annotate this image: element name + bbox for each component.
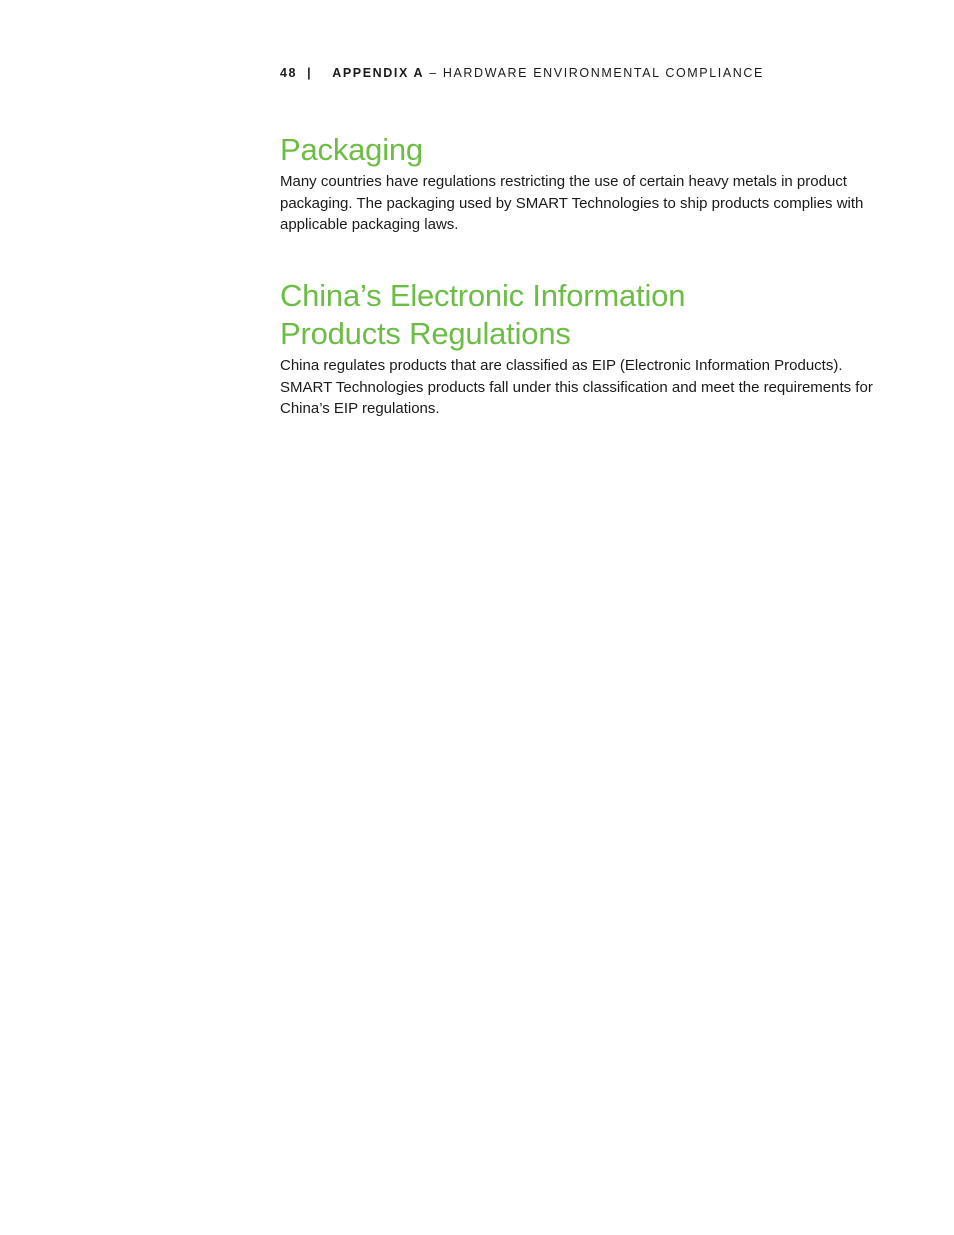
section-title <box>280 277 880 353</box>
section-china-eip <box>280 277 880 420</box>
running-header <box>280 66 764 80</box>
appendix-label: APPENDIX A <box>332 66 425 80</box>
page-number: 48 <box>280 66 298 80</box>
section-title-line-1: China’s Electronic Information <box>280 278 686 313</box>
section-body: China regulates products that are classified as EIP (Electronic Information Products). SMART Technologies products fall under this classification and meet the requirements for China’s EIP regulations. <box>280 357 873 417</box>
section-title-line-2: Products Regulations <box>280 316 571 351</box>
appendix-title: – HARDWARE ENVIRONMENTAL COMPLIANCE <box>424 66 764 80</box>
header-separator: | <box>307 66 313 80</box>
section-title: Packaging <box>280 132 423 167</box>
section-body: Many countries have regulations restricting the use of certain heavy metals in product packaging. The packaging used by SMART Technologies to ship products complies with applicable packaging laws. <box>280 173 864 233</box>
section-packaging <box>280 131 880 236</box>
